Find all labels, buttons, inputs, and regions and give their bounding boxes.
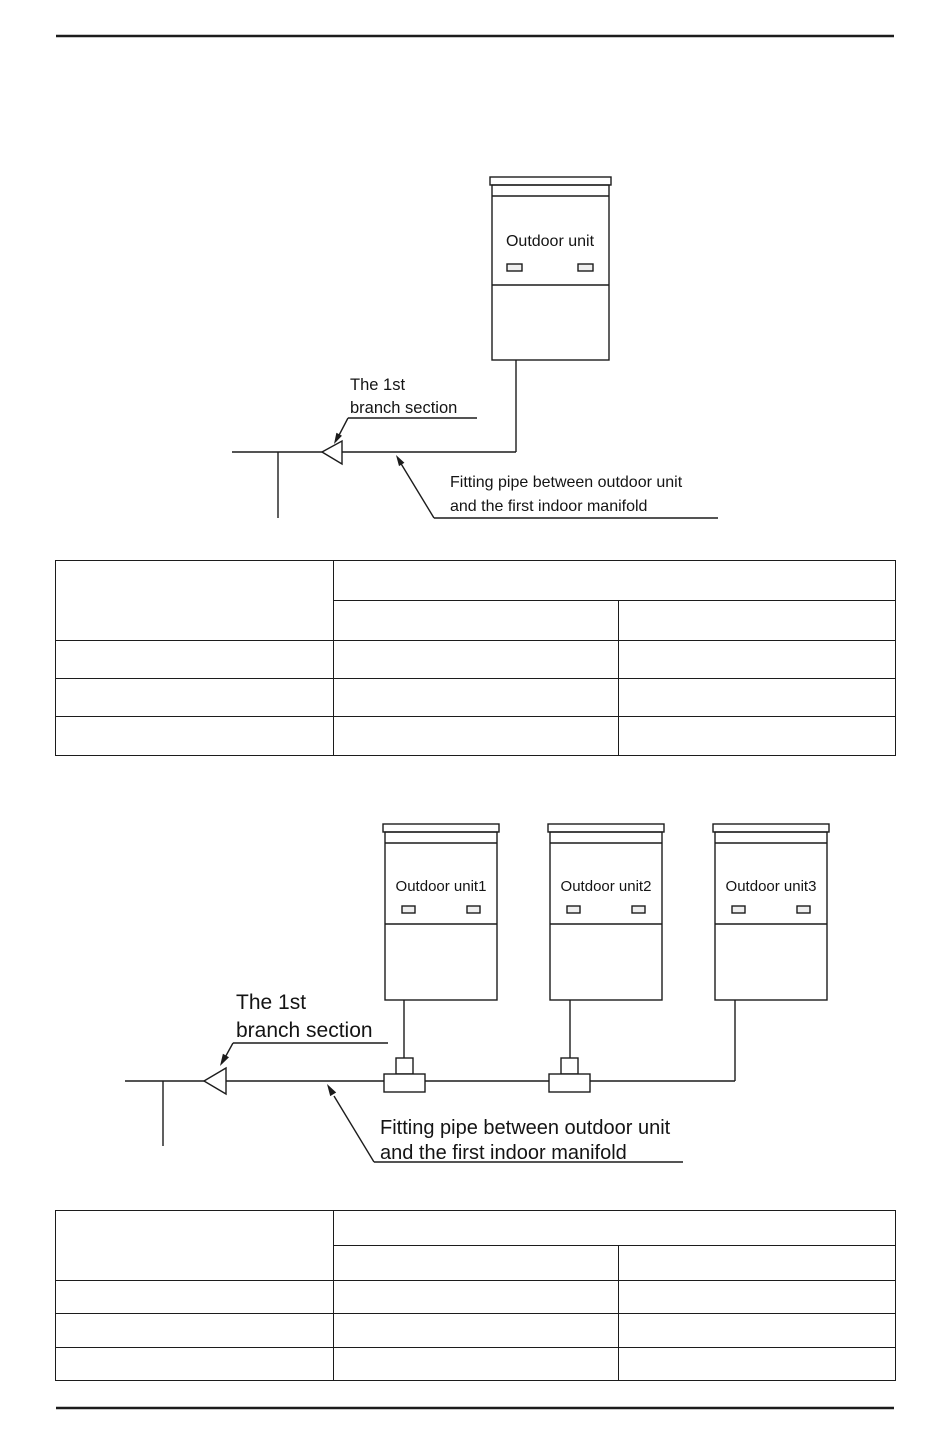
tee1-stem xyxy=(396,1058,413,1074)
outdoor-unit3-vent-left xyxy=(732,906,745,913)
table-cell xyxy=(619,641,896,679)
branch-note-line1: The 1st xyxy=(350,376,406,394)
outdoor-unit-3 xyxy=(713,824,829,1000)
diagram-three-outdoor-units xyxy=(125,824,829,1164)
tee1-base xyxy=(384,1074,425,1092)
table-row xyxy=(56,1348,896,1381)
tee2-stem xyxy=(561,1058,578,1074)
table-cell xyxy=(56,1348,334,1381)
table-cell xyxy=(56,1281,334,1314)
table-row xyxy=(56,1281,896,1314)
fitting-note-line1: Fitting pipe between outdoor unit xyxy=(450,474,683,491)
table-cell xyxy=(619,1348,896,1381)
branch-leader-arrowhead-icon xyxy=(220,1054,229,1066)
table-cell xyxy=(334,1348,619,1381)
table-cell xyxy=(56,1211,334,1281)
outdoor-unit3-top-cap xyxy=(713,824,829,832)
table-row xyxy=(56,1314,896,1348)
outdoor-unit-2 xyxy=(548,824,664,1000)
table-cell xyxy=(619,1314,896,1348)
outdoor-unit2-vent-left xyxy=(567,906,580,913)
branch-note-line2: branch section xyxy=(350,399,458,417)
outdoor-unit3-vent-right xyxy=(797,906,810,913)
outdoor-unit2-label: Outdoor unit2 xyxy=(560,878,652,895)
first-branch-fitting xyxy=(204,1068,226,1094)
table-cell xyxy=(56,641,334,679)
table-row xyxy=(56,641,896,679)
fitting-leader-arrowhead-icon xyxy=(396,455,404,466)
outdoor-unit1-vent-right xyxy=(467,906,480,913)
branch-note-line2: branch section xyxy=(236,1019,373,1042)
table-row xyxy=(56,1211,896,1246)
table-cell xyxy=(56,1314,334,1348)
tee2-base xyxy=(549,1074,590,1092)
outdoor-unit-vent-left xyxy=(507,264,522,271)
outdoor-unit2-body xyxy=(550,832,662,1000)
table-cell xyxy=(56,679,334,717)
table-cell xyxy=(619,717,896,756)
tee-fitting-2 xyxy=(549,1058,590,1092)
fitting-leader-arrowhead-icon xyxy=(327,1084,336,1096)
first-branch-fitting xyxy=(322,441,342,464)
branch-note-leader xyxy=(334,418,477,444)
outdoor-unit1-top-cap xyxy=(383,824,499,832)
table-cell xyxy=(334,1314,619,1348)
table-cell xyxy=(334,679,619,717)
fitting-note-line2: and the first indoor manifold xyxy=(450,498,648,515)
table-cell xyxy=(619,1281,896,1314)
outdoor-unit2-vent-right xyxy=(632,906,645,913)
branch-note-line1: The 1st xyxy=(236,991,307,1014)
branch-note-leader xyxy=(220,1043,388,1066)
outdoor-unit1-body xyxy=(385,832,497,1000)
outdoor-unit-label: Outdoor unit xyxy=(505,233,595,250)
table-row xyxy=(56,679,896,717)
outdoor-unit-vent-right xyxy=(578,264,593,271)
fitting-note-leader-line xyxy=(400,462,434,518)
table-cell xyxy=(619,679,896,717)
diagram2-labels xyxy=(236,878,816,1164)
table-row xyxy=(56,561,896,601)
outdoor-unit3-label: Outdoor unit3 xyxy=(725,878,817,895)
fitting-note-line1: Fitting pipe between outdoor unit xyxy=(380,1117,671,1139)
spec-table-1 xyxy=(55,560,896,756)
fitting-note-line2: and the first indoor manifold xyxy=(380,1142,627,1164)
outdoor-unit1-label: Outdoor unit1 xyxy=(395,878,487,895)
table-cell xyxy=(334,1246,619,1281)
table-cell xyxy=(619,601,896,641)
table-cell xyxy=(334,641,619,679)
table-cell xyxy=(334,561,896,601)
spec-table-2 xyxy=(55,1210,896,1381)
outdoor-unit xyxy=(490,177,611,360)
table-cell xyxy=(619,1246,896,1281)
outdoor-unit3-body xyxy=(715,832,827,1000)
table-cell xyxy=(334,601,619,641)
tee-fitting-1 xyxy=(384,1058,425,1092)
fitting-note-leader-line xyxy=(334,1096,374,1162)
outdoor-unit1-vent-left xyxy=(402,906,415,913)
table-cell xyxy=(56,561,334,641)
outdoor-unit-top-cap xyxy=(490,177,611,185)
diagram-single-outdoor-unit xyxy=(232,177,718,518)
outdoor-unit2-top-cap xyxy=(548,824,664,832)
table-cell xyxy=(334,717,619,756)
table-cell xyxy=(334,1281,619,1314)
table-cell xyxy=(334,1211,896,1246)
outdoor-unit-body xyxy=(492,185,609,360)
table-row xyxy=(56,717,896,756)
outdoor-unit-1 xyxy=(383,824,499,1000)
table-cell xyxy=(56,717,334,756)
